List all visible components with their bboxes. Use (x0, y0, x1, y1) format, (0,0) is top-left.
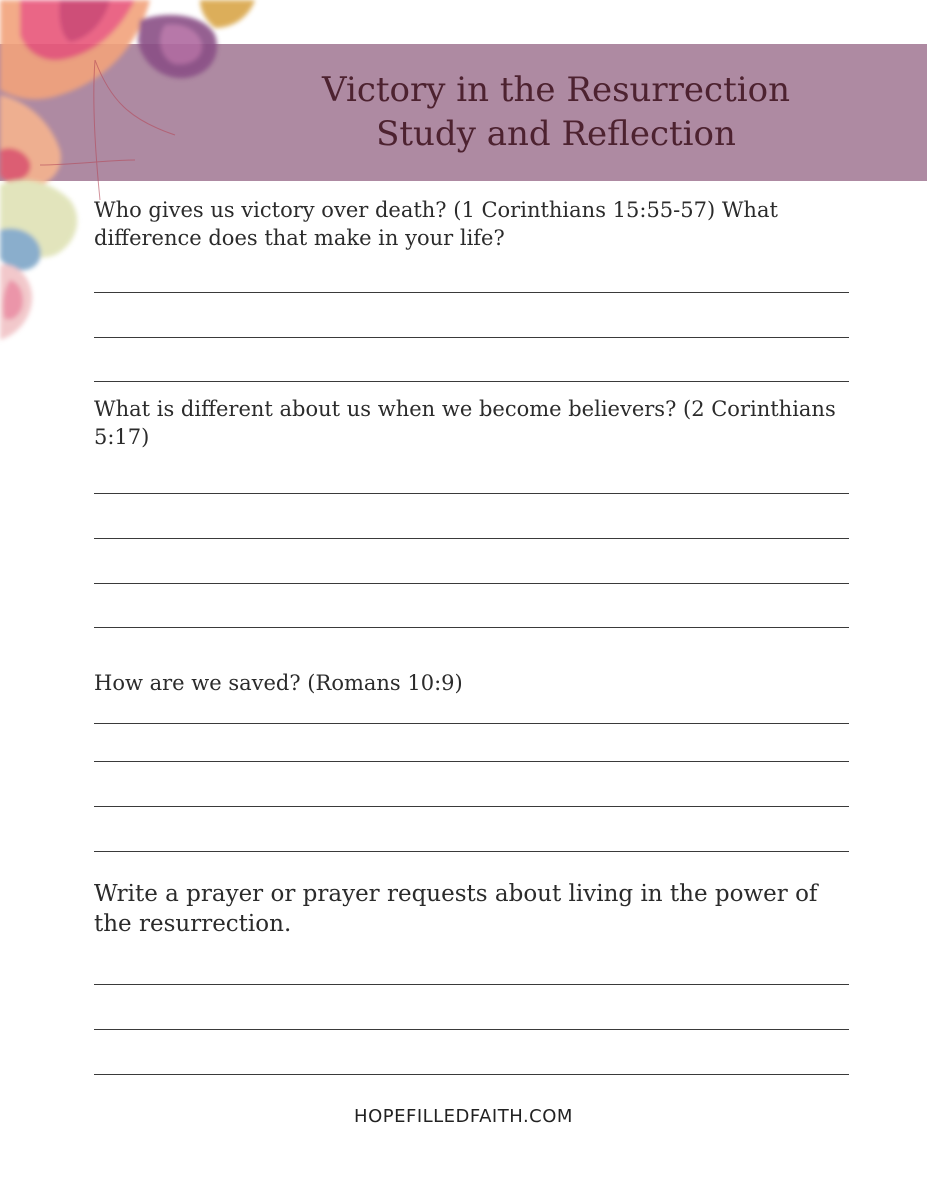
answer-line[interactable] (94, 1029, 849, 1030)
answer-line[interactable] (94, 493, 849, 494)
page-title-line-1: Victory in the Resurrection (322, 70, 790, 110)
answer-line[interactable] (94, 1074, 849, 1075)
answer-line[interactable] (94, 761, 849, 762)
answer-line[interactable] (94, 984, 849, 985)
watercolor-floral-icon (0, 0, 270, 345)
question-2: What is different about us when we become believers? (2 Corinthians 5:17) (94, 397, 836, 449)
answer-line[interactable] (94, 851, 849, 852)
answer-line[interactable] (94, 806, 849, 807)
answer-line[interactable] (94, 538, 849, 539)
answer-line[interactable] (94, 337, 849, 338)
footer-website: HOPEFILLEDFAITH.COM (354, 1106, 573, 1127)
answer-line[interactable] (94, 627, 849, 628)
answer-line[interactable] (94, 381, 849, 382)
page-title-line-2: Study and Reflection (376, 114, 736, 154)
question-4: Write a prayer or prayer requests about living in the power of the resurrection. (94, 881, 818, 937)
question-1: Who gives us victory over death? (1 Corinthians 15:55-57) What difference does that make in your life? (94, 198, 778, 250)
answer-line[interactable] (94, 292, 849, 293)
question-3: How are we saved? (Romans 10:9) (94, 671, 463, 695)
answer-line[interactable] (94, 583, 849, 584)
answer-line[interactable] (94, 723, 849, 724)
